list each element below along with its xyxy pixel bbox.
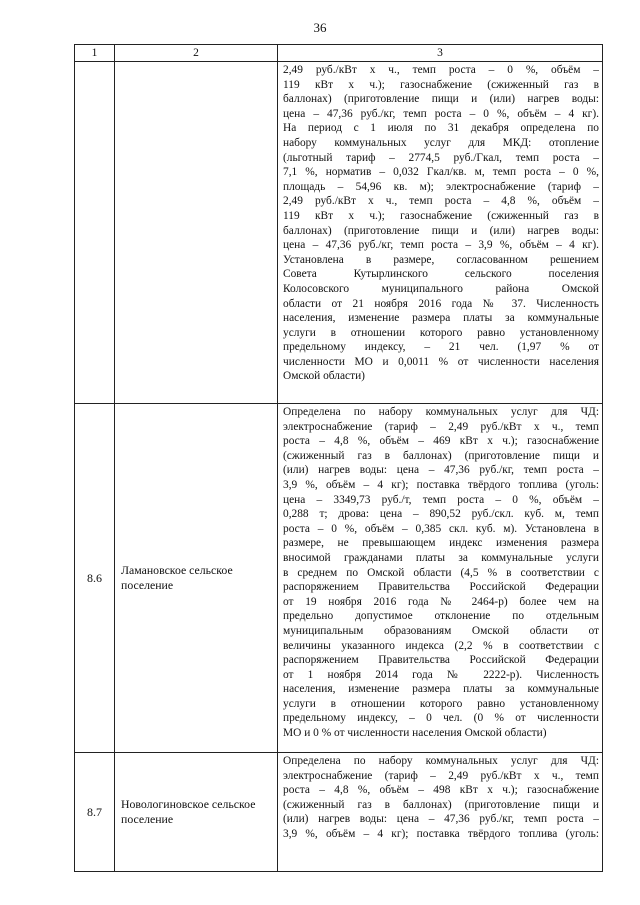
- text-line: Колосовского муниципального района Омской: [283, 282, 599, 295]
- text-line: роста – 4,8 %, объём – 469 кВт х ч.); газоснабжение: [283, 435, 599, 448]
- text-line: населения, изменение размера платы за коммунальные: [283, 683, 599, 696]
- text-line: (сжиженный газ в баллонах) (приготовление пищи и: [283, 449, 599, 462]
- text-line: (сжиженный газ в баллонах) (приготовление пищи и: [283, 798, 599, 811]
- text-line: Совета Кутырлинского сельского поселения: [283, 268, 599, 281]
- text-line: от 19 ноября 2016 года № 2464-р) более чем на: [283, 595, 599, 608]
- row-number: 8.7: [75, 753, 115, 872]
- row-number: [75, 62, 115, 404]
- text-line: электроснабжение (тариф – 2,49 руб./кВт х ч., темп: [283, 420, 599, 433]
- description-cell: [278, 753, 603, 872]
- text-line: услуги в отношении которого равно установленному: [283, 326, 599, 339]
- text-line: баллонах) (приготовление пищи и (или) нагрев воды:: [283, 93, 599, 106]
- text-line: 0,288 т; дрова: цена – 890,52 руб./скл. куб. м, темп: [283, 508, 599, 521]
- text-line: Определена по набору коммунальных услуг для ЧД:: [283, 406, 599, 418]
- text-line: муниципальным образованиям Омской области от: [283, 624, 599, 637]
- tariff-table: [74, 44, 603, 872]
- text-line: Установлена в размере, согласованном решением: [283, 253, 599, 266]
- text-line: 2,49 руб./кВт х ч., темп роста – 0 %, объём –: [283, 64, 599, 76]
- text-line: предельно допустимое отклонение по отдельным: [283, 610, 599, 623]
- text-line: предельному индексу, – 0 чел. (0 % от численности: [283, 712, 599, 725]
- settlement-name: Новологиновское сельское поселение: [115, 753, 278, 872]
- text-line: роста – 0 %, объём – 0,385 скл. куб. м). Установлена в: [283, 522, 599, 535]
- text-line: баллонах) (приготовление пищи и (или) нагрев воды:: [283, 224, 599, 237]
- text-line: 119 кВт х ч.); газоснабжение (сжиженный газ в: [283, 78, 599, 91]
- text-line: 119 кВт х ч.); газоснабжение (сжиженный газ в: [283, 209, 599, 222]
- text-line: роста – 4,8 %, объём – 498 кВт х ч.); газоснабжение: [283, 784, 599, 797]
- header-cell-3: 3: [278, 45, 603, 62]
- text-line: цена – 3349,73 руб./т, темп роста – 0 %, объём –: [283, 493, 599, 506]
- text-line: области от 21 ноября 2016 года № 37. Численность: [283, 297, 599, 310]
- description-cell: [278, 404, 603, 753]
- text-line: электроснабжение (тариф – 2,49 руб./кВт х ч., темп: [283, 769, 599, 782]
- text-line: численности МО и 0,0011 % от численности населения: [283, 355, 599, 368]
- text-line: МО и 0 % от численности населения Омской области): [283, 727, 547, 740]
- text-line: распоряжением Правительства Российской Федерации: [283, 581, 599, 594]
- text-line: от 1 ноября 2014 года № 2222-р). Численность: [283, 668, 599, 681]
- text-line: цена – 47,36 руб./кг, темп роста – 3,9 %, объём – 4 кг).: [283, 239, 599, 252]
- table-row: [75, 753, 603, 872]
- text-line: На период с 1 июля по 31 декабря определена по: [283, 122, 599, 135]
- text-line: (льготный тариф – 2774,5 руб./Гкал, темп роста –: [283, 151, 599, 164]
- text-line: площадь – 54,96 кв. м); электроснабжение (тариф –: [283, 180, 599, 193]
- settlement-name: [115, 62, 278, 404]
- table-header-row: [75, 45, 603, 62]
- text-line: 3,9 %, объём – 4 кг); поставка твёрдого топлива (уголь:: [283, 478, 599, 491]
- description-cell: [278, 62, 603, 404]
- text-line: 7,1 %, норматив – 0,032 Гкал/кв. м, темп роста – 0 %,: [283, 166, 599, 179]
- text-line: Омской области): [283, 370, 365, 383]
- row-number: 8.6: [75, 404, 115, 753]
- text-line: (или) нагрев воды: цена – 47,36 руб./кг, темп роста –: [283, 813, 599, 826]
- text-line: 2,49 руб./кВт х ч., темп роста – 4,8 %, объём –: [283, 195, 599, 208]
- text-line: населения, изменение размера платы за коммунальные: [283, 312, 599, 325]
- text-line: 3,9 %, объём – 4 кг); поставка твёрдого топлива (уголь:: [283, 827, 599, 840]
- header-cell-2: 2: [115, 45, 278, 62]
- text-line: в среднем по Омской области (4,5 % в соответствии с: [283, 566, 599, 579]
- text-line: размере, не превышающем индекс изменения размера: [283, 537, 599, 550]
- text-line: предельному индексу, – 21 чел. (1,97 % от: [283, 341, 599, 354]
- text-line: распоряжением Правительства Российской Федерации: [283, 654, 599, 667]
- text-line: набору коммунальных услуг для МКД: отопление: [283, 136, 599, 149]
- settlement-name: Ламановское сельское поселение: [115, 404, 278, 753]
- text-line: (или) нагрев воды: цена – 47,36 руб./кг, темп роста –: [283, 464, 599, 477]
- text-line: вносимой гражданами платы за коммунальные услуги: [283, 551, 599, 564]
- table-row: [75, 62, 603, 404]
- text-line: цена – 47,36 руб./кг, темп роста – 0 %, объём – 4 кг).: [283, 107, 599, 120]
- header-cell-1: 1: [75, 45, 115, 62]
- table-row: [75, 404, 603, 753]
- text-line: Определена по набору коммунальных услуг для ЧД:: [283, 755, 599, 767]
- text-line: услуги в отношении которого равно установленному: [283, 697, 599, 710]
- text-line: величины указанного индекса (2,2 % в соответствии с: [283, 639, 599, 652]
- page-number: 36: [313, 20, 327, 35]
